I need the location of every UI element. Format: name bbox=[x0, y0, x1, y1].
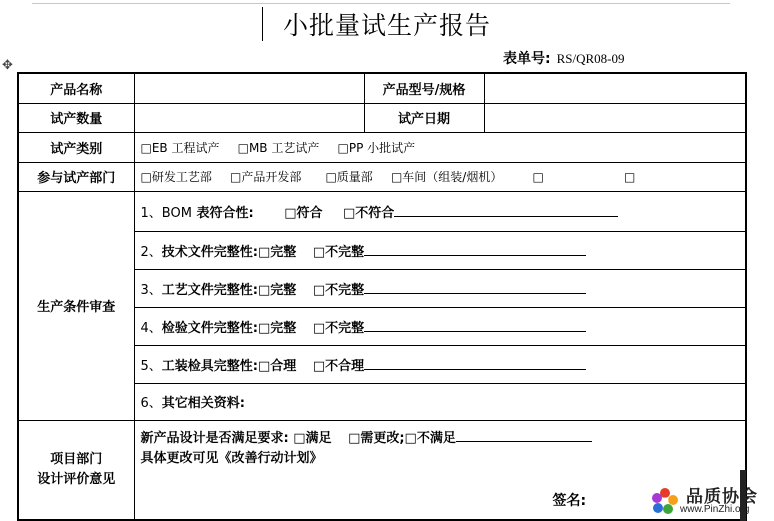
checkbox-option-a[interactable]: □合理 bbox=[257, 358, 297, 374]
product-model-cell[interactable] bbox=[484, 73, 746, 103]
evaluation-note: 具体更改可见《改善行动计划》 bbox=[140, 450, 323, 466]
condition-num: 1、BOM bbox=[140, 205, 192, 221]
form-number-value: RS/QR08-09 bbox=[556, 51, 625, 66]
text-cursor bbox=[262, 7, 263, 41]
condition-item-3 bbox=[134, 269, 746, 307]
fill-line[interactable] bbox=[364, 317, 586, 332]
checkbox-blank-2[interactable]: □ bbox=[623, 170, 636, 184]
condition-text: 技术文件完整性: bbox=[161, 244, 258, 260]
checkbox-needs-change[interactable]: □需更改; bbox=[348, 430, 405, 446]
conditions-label: 生产条件审查 bbox=[18, 191, 134, 420]
checkbox-pp[interactable]: □PP 小批试产 bbox=[337, 140, 416, 155]
trial-type-options bbox=[134, 132, 746, 162]
condition-text: 检验文件完整性: bbox=[161, 320, 258, 336]
evaluation-question: 新产品设计是否满足要求: bbox=[140, 430, 289, 446]
table-row bbox=[18, 132, 746, 162]
condition-num: 6、 bbox=[140, 396, 162, 411]
checkbox-not-satisfied[interactable]: □不满足 bbox=[404, 430, 456, 446]
table-move-handle-icon[interactable]: ✥ bbox=[2, 58, 13, 73]
table-row bbox=[18, 191, 746, 231]
checkbox-workshop[interactable]: □车间（组装/烟机） bbox=[390, 170, 503, 184]
checkbox-quality[interactable]: □质量部 bbox=[325, 170, 373, 184]
checkbox-rd[interactable]: □研发工艺部 bbox=[140, 170, 212, 184]
evaluation-label-line2: 设计评价意见 bbox=[37, 471, 116, 487]
condition-text: 工艺文件完整性: bbox=[161, 282, 258, 298]
form-number bbox=[503, 48, 625, 68]
condition-text: 其它相关资料: bbox=[161, 396, 245, 411]
checkbox-mb[interactable]: □MB 工艺试产 bbox=[237, 140, 320, 155]
departments-label: 参与试产部门 bbox=[18, 162, 134, 191]
condition-num: 5、 bbox=[140, 358, 162, 374]
fill-line[interactable] bbox=[364, 355, 586, 370]
checkbox-option-b[interactable]: □不完整 bbox=[312, 320, 365, 336]
product-name-cell[interactable] bbox=[134, 73, 364, 103]
condition-num: 4、 bbox=[140, 320, 162, 336]
checkbox-option-a[interactable]: □完整 bbox=[257, 244, 297, 260]
checkbox-option-b[interactable]: □不完整 bbox=[312, 282, 365, 298]
trial-date-cell[interactable] bbox=[484, 103, 746, 132]
checkbox-blank-1[interactable]: □ bbox=[532, 170, 544, 184]
checkbox-option-b[interactable]: □不符合 bbox=[343, 205, 395, 221]
condition-item-6 bbox=[134, 383, 746, 420]
evaluation-question-line bbox=[141, 427, 740, 449]
table-row bbox=[18, 73, 746, 103]
table-row bbox=[18, 420, 746, 520]
checkbox-option-a[interactable]: □符合 bbox=[284, 205, 323, 221]
checkbox-eb[interactable]: □EB 工程试产 bbox=[140, 140, 220, 155]
fill-line[interactable] bbox=[364, 279, 586, 294]
trial-type-label: 试产类别 bbox=[18, 132, 134, 162]
departments-options bbox=[134, 162, 746, 191]
header-rule bbox=[32, 3, 730, 4]
flower-icon bbox=[648, 484, 682, 518]
watermark-logo bbox=[648, 482, 774, 521]
table-row bbox=[18, 162, 746, 191]
fill-line[interactable] bbox=[456, 427, 592, 442]
condition-text: 表符合性: bbox=[196, 205, 254, 221]
report-table bbox=[17, 72, 750, 521]
form-number-label: 表单号: bbox=[503, 51, 551, 67]
watermark-url: www.PinZhi.org bbox=[680, 504, 750, 515]
checkbox-satisfied[interactable]: □满足 bbox=[293, 430, 332, 446]
checkbox-option-b[interactable]: □不合理 bbox=[312, 358, 365, 374]
product-model-label: 产品型号/规格 bbox=[364, 73, 484, 103]
watermark-name: 品质协会 bbox=[686, 487, 758, 507]
condition-item-4 bbox=[134, 307, 746, 345]
condition-item-5 bbox=[134, 345, 746, 383]
condition-item-1 bbox=[134, 191, 746, 231]
condition-num: 3、 bbox=[140, 282, 162, 298]
trial-qty-label: 试产数量 bbox=[18, 103, 134, 132]
fill-line[interactable] bbox=[394, 202, 618, 217]
condition-item-2 bbox=[134, 231, 746, 269]
trial-qty-cell[interactable] bbox=[134, 103, 364, 132]
fill-line[interactable] bbox=[364, 241, 586, 256]
checkbox-option-b[interactable]: □不完整 bbox=[312, 244, 365, 260]
checkbox-option-a[interactable]: □完整 bbox=[257, 282, 297, 298]
signature-label: 签名: bbox=[552, 492, 587, 509]
evaluation-label-line1: 项目部门 bbox=[50, 451, 103, 467]
table-row bbox=[18, 103, 746, 132]
trial-date-label: 试产日期 bbox=[364, 103, 484, 132]
page-title: 小批量试生产报告 bbox=[282, 11, 491, 40]
condition-num: 2、 bbox=[140, 244, 162, 260]
product-name-label: 产品名称 bbox=[18, 73, 134, 103]
evaluation-label bbox=[18, 420, 134, 520]
checkbox-option-a[interactable]: □完整 bbox=[257, 320, 297, 336]
condition-text: 工装检具完整性: bbox=[161, 358, 258, 374]
checkbox-dev[interactable]: □产品开发部 bbox=[229, 170, 302, 184]
